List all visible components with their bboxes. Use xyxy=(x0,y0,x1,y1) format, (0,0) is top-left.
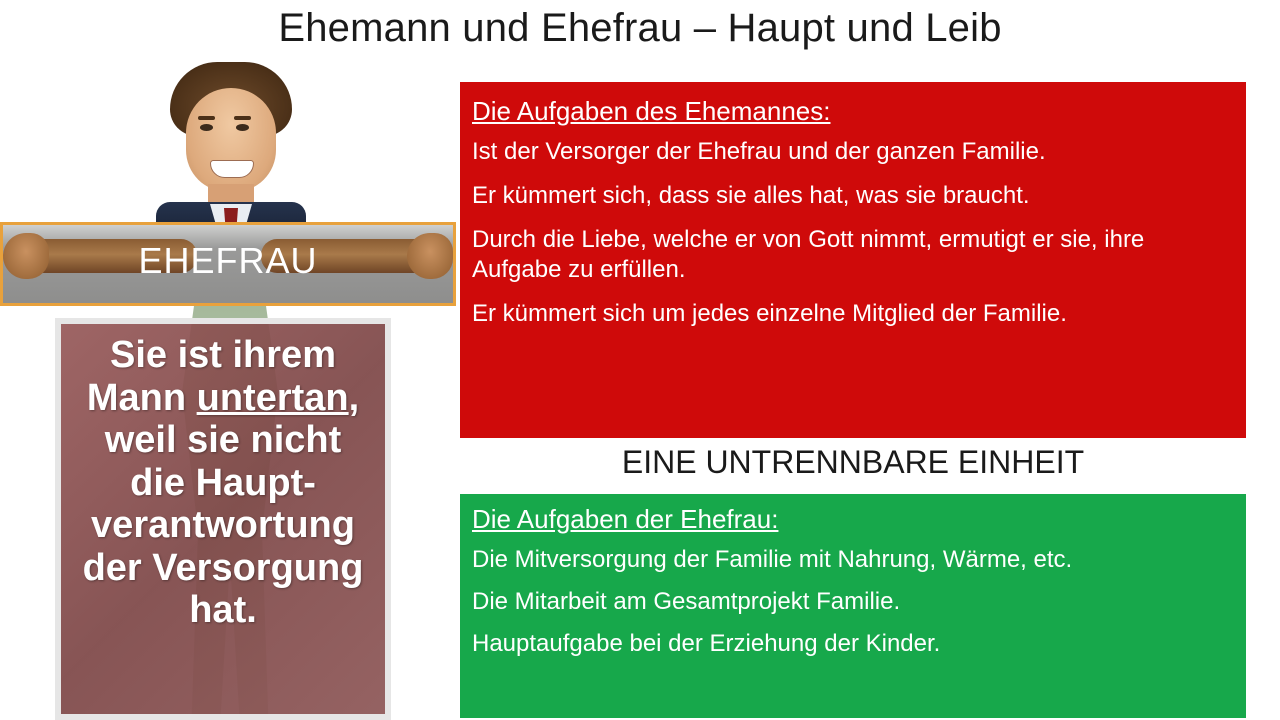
husband-task-item: Er kümmert sich, dass sie alles hat, was sie braucht. xyxy=(472,182,1030,210)
wife-statement-line-3: weil sie nicht xyxy=(104,419,342,462)
wife-task-item: Die Mitarbeit am Gesamtprojekt Familie. xyxy=(472,588,901,616)
portrait-brow-left xyxy=(198,116,215,120)
wife-statement-line-7: hat. xyxy=(189,589,257,632)
wife-statement-line-1: Sie ist ihrem xyxy=(110,334,336,376)
husband-tasks-heading: Die Aufgaben des Ehemannes: xyxy=(472,96,831,126)
page-title: Ehemann und Ehefrau – Haupt und Leib xyxy=(278,6,1002,50)
wife-statement-underlined: untertan xyxy=(196,376,349,419)
wife-task-item: Hauptaufgabe bei der Erziehung der Kinder. xyxy=(472,630,941,658)
portrait-brow-right xyxy=(234,116,251,120)
man-portrait-photo xyxy=(148,62,314,238)
wife-tasks-panel xyxy=(458,492,1248,720)
wife-tasks-heading: Die Aufgaben der Ehefrau: xyxy=(472,504,779,534)
husband-task-item: Er kümmert sich um jedes einzelne Mitglied der Familie. xyxy=(472,300,1067,328)
portrait-eye-left xyxy=(200,124,213,131)
wife-statement-line-2-pre: Mann xyxy=(86,376,197,419)
husband-task-item: Durch die Liebe, welche er von Gott nimmt, ermutigt er sie, ihre Aufgabe zu erfüllen. xyxy=(472,226,1145,284)
wife-statement-text xyxy=(75,334,371,632)
wife-statement-line-5: verantwortung xyxy=(91,504,355,547)
husband-task-item: Ist der Versorger der Ehefrau und der ganzen Familie. xyxy=(472,138,1046,166)
wife-statement-line-2-post: , xyxy=(348,376,360,419)
arms-label: EHEFRAU xyxy=(138,240,318,281)
unity-caption: EINE UNTRENNBARE EINHEIT xyxy=(621,444,1085,480)
portrait-eye-right xyxy=(236,124,249,131)
wife-statement-line-6: der Versorgung xyxy=(82,546,364,589)
wife-statement-box xyxy=(55,318,391,720)
wife-task-item: Die Mitversorgung der Familie mit Nahrung, Wärme, etc. xyxy=(472,546,1073,574)
wife-statement-line-4: die Haupt- xyxy=(130,461,316,504)
portrait-mouth xyxy=(210,160,254,178)
husband-tasks-panel xyxy=(458,80,1248,440)
